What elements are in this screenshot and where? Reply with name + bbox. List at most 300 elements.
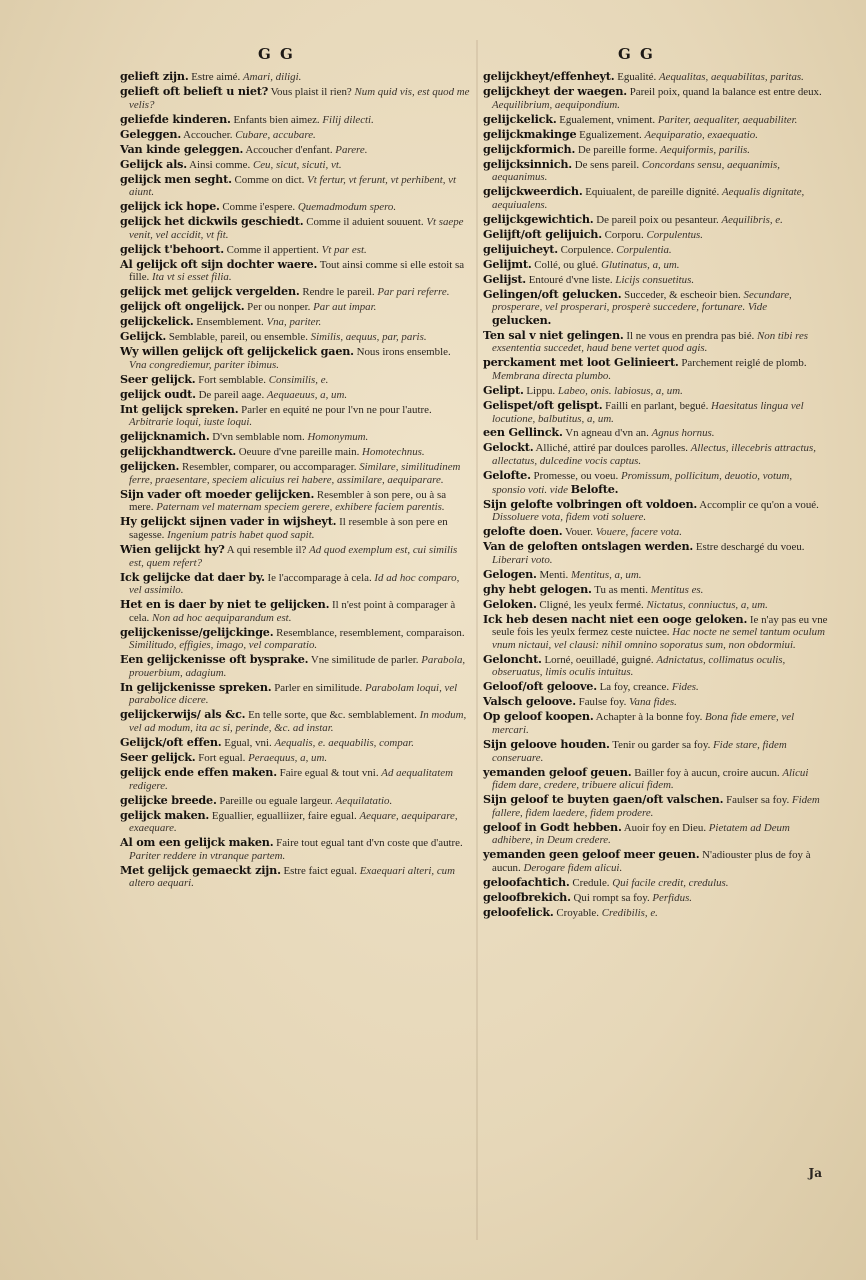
french-gloss: Vouer.	[565, 526, 593, 539]
french-gloss: Il resemble à son pere en sagesse.	[129, 516, 448, 541]
french-gloss: Oeuure d'vne pareille main.	[238, 446, 360, 459]
french-gloss: De sens pareil.	[574, 158, 640, 171]
dictionary-entry	[483, 891, 828, 905]
dictionary-entry	[120, 285, 470, 299]
french-gloss: Credule.	[572, 876, 610, 889]
dictionary-entry	[483, 288, 828, 328]
dictionary-entry	[483, 356, 828, 382]
dictionary-entry	[483, 848, 828, 874]
dictionary-entry	[483, 876, 828, 890]
latin-gloss: Homonymum.	[307, 431, 369, 444]
dictionary-entry	[120, 173, 470, 199]
latin-gloss: Bona fide emere, vel mercari.	[492, 711, 795, 737]
french-gloss: Parchement reiglé de plomb.	[681, 357, 807, 370]
french-gloss: Ensemblement.	[196, 316, 264, 329]
latin-gloss: Par aut impar.	[313, 301, 377, 314]
latin-gloss: Parabola, prouerbium, adagium.	[129, 654, 466, 679]
latin-gloss: Qui facile credit, credulus.	[612, 876, 729, 889]
dictionary-entry	[120, 143, 470, 157]
headword: gelijcke breede.	[120, 792, 217, 807]
headword: Wien gelijckt hy?	[120, 541, 225, 556]
french-gloss: Menti.	[539, 568, 569, 581]
headword: gelijck t'behoort.	[120, 241, 224, 256]
dictionary-entry	[120, 836, 470, 862]
french-gloss: Resemblance, resemblement, comparaison.	[276, 626, 465, 639]
cross-reference: gelucken.	[492, 312, 552, 327]
dictionary-entry	[120, 113, 470, 127]
headword: gelijck met gelijck vergelden.	[120, 284, 300, 299]
dictionary-entry	[120, 751, 470, 765]
headword: gelofte doen.	[483, 524, 563, 539]
french-gloss: Promesse, ou voeu.	[533, 470, 619, 483]
latin-gloss: Non tibi res exsententia succedet, haud bene vertet quod agis.	[492, 329, 809, 355]
headword: Gelispet/oft gelispt.	[483, 397, 603, 412]
headword: perckament met loot Gelinieert.	[483, 355, 679, 370]
headword: gelijcken.	[120, 459, 180, 474]
latin-gloss: Mentitus, a, um.	[570, 568, 642, 581]
french-gloss: Tout ainsi comme si elle estoit sa fille.	[129, 258, 465, 284]
dictionary-entry	[483, 613, 828, 652]
french-gloss: Egualement, vniment.	[559, 113, 656, 126]
latin-gloss: Pariter, aequaliter, aequabiliter.	[657, 113, 798, 126]
latin-gloss: Aequalis, e. aequabilis, compar.	[274, 737, 414, 750]
latin-gloss: Aequilibris, e.	[721, 213, 783, 226]
dictionary-entry	[120, 488, 470, 514]
latin-gloss: Aequare, aequiparare, exaequare.	[129, 809, 458, 835]
headword: Gelipt.	[483, 382, 524, 397]
french-gloss: Achapter à la bonne foy.	[595, 711, 703, 724]
latin-gloss: Hac nocte ne semel tantum oculum vnum nictaui, vel clausi: nihil omnino soporatus sum, non obdormiui.	[492, 626, 825, 651]
french-gloss: Entouré d'vne liste.	[528, 273, 613, 286]
right-running-header: G G	[618, 45, 655, 63]
dictionary-entry	[120, 388, 470, 402]
dictionary-entry	[483, 469, 828, 496]
headword: gelieft oft belieft u niet?	[120, 83, 269, 98]
headword: Sijn vader oft moeder gelijcken.	[120, 486, 315, 501]
french-gloss: Egualizement.	[579, 128, 642, 141]
headword: gelijckformich.	[483, 141, 576, 156]
headword: geloofachtich.	[483, 874, 570, 889]
headword: Gelijck/oft effen.	[120, 735, 222, 750]
dictionary-entry	[483, 85, 828, 111]
latin-gloss: Concordans sensu, aequanimis, aequanimus.	[492, 158, 781, 184]
latin-gloss: Filij dilecti.	[322, 113, 374, 126]
latin-gloss: Labeo, onis. labiosus, a, um.	[557, 384, 683, 397]
dictionary-entry	[120, 158, 470, 172]
headword: Gelijmt.	[483, 256, 532, 271]
headword: Ick gelijcke dat daer by.	[120, 569, 265, 584]
latin-gloss: Vna, pariter.	[266, 316, 322, 329]
french-gloss: N'adiouster plus de foy à aucun.	[492, 849, 811, 874]
french-gloss: Per ou nonper.	[247, 301, 311, 314]
french-gloss: Pareil poix, quand la balance est entre deux.	[629, 85, 822, 98]
dictionary-entry	[120, 403, 470, 429]
latin-gloss: Secundare, prosperare, vel prosperari, prosperè succedere, fortunare. Vide	[492, 288, 792, 314]
french-gloss: Comme i'espere.	[222, 201, 296, 214]
headword: gelijckweerdich.	[483, 184, 583, 199]
headword: In gelijckenisse spreken.	[120, 679, 272, 694]
french-gloss: D'vn semblable nom.	[212, 431, 305, 444]
dictionary-entry	[120, 430, 470, 444]
latin-gloss: Membrana directa plumbo.	[492, 369, 612, 382]
latin-gloss: Ita vt si esset filia.	[152, 271, 232, 284]
french-gloss: Ie l'accomparage à cela.	[267, 571, 372, 584]
latin-gloss: Fide stare, fidem conseruare.	[492, 739, 787, 764]
headword: Gelingen/oft gelucken.	[483, 286, 622, 301]
headword: Sijn geloove houden.	[483, 737, 610, 752]
headword: gelijuicheyt.	[483, 241, 558, 256]
headword: Valsch geloove.	[483, 694, 576, 709]
french-gloss: Faire tout egual tant d'vn coste que d'autre.	[276, 837, 463, 850]
latin-gloss: Licijs consuetitus.	[615, 273, 695, 286]
headword: gelijck het dickwils geschiedt.	[120, 214, 304, 229]
french-gloss: Comme on dict.	[234, 173, 305, 186]
headword: Seer gelijck.	[120, 371, 196, 386]
dictionary-entry	[483, 525, 828, 539]
dictionary-entry	[483, 70, 828, 84]
latin-gloss: Cubare, accubare.	[235, 128, 316, 141]
dictionary-entry	[120, 515, 470, 541]
headword: gelijckheyt/effenheyt.	[483, 69, 615, 83]
french-gloss: Cligné, les yeulx fermé.	[539, 598, 644, 611]
dictionary-entry	[120, 128, 470, 142]
headword: geloof in Godt hebben.	[483, 819, 622, 834]
latin-gloss: Parere.	[335, 143, 368, 156]
headword: Sijn geloof te buyten gaen/oft valschen.	[483, 792, 724, 807]
dictionary-entry	[483, 158, 828, 184]
headword: gelijckelick.	[120, 314, 194, 329]
dictionary-entry	[483, 766, 828, 792]
latin-gloss: Ingenium patris habet quod sapit.	[167, 528, 315, 541]
dictionary-entry	[120, 736, 470, 750]
french-gloss: Alliché, attiré par doulces parolles.	[535, 442, 688, 455]
latin-gloss: Haesitatus lingua vel locutione, balbutitus, a, um.	[492, 399, 804, 425]
french-gloss: De pareil aage.	[198, 388, 265, 401]
latin-gloss: In modum, vel ad modum, ita ac si, perinde, &c. ad instar.	[129, 709, 467, 735]
dictionary-entry	[120, 445, 470, 459]
right-column	[483, 70, 828, 921]
headword: Het en is daer by niet te gelijcken.	[120, 597, 330, 612]
dictionary-entry	[120, 315, 470, 329]
french-gloss: Collé, ou glué.	[534, 258, 599, 271]
french-gloss: Estre faict egual.	[283, 864, 357, 877]
headword: yemanden geloof geuen.	[483, 764, 632, 779]
french-gloss: Resembler, comparer, ou accomparager.	[181, 461, 357, 474]
latin-gloss: Similis, aequus, par, paris.	[310, 331, 427, 344]
french-gloss: Corporu.	[604, 228, 644, 241]
latin-gloss: Consimilis, e.	[268, 373, 329, 386]
dictionary-entry	[120, 653, 470, 679]
french-gloss: Parler en equité ne pour l'vn ne pour l'autre.	[241, 403, 432, 416]
dictionary-entry	[483, 243, 828, 257]
headword: gelijckenisse/gelijckinge.	[120, 624, 274, 639]
dictionary-entry	[483, 680, 828, 694]
latin-gloss: Peraequus, a, um.	[248, 752, 328, 764]
french-gloss: Vne similitude de parler.	[310, 654, 419, 667]
latin-gloss: Pariter reddere in vtranque partem.	[129, 849, 286, 862]
french-gloss: Equiualent, de pareille dignité.	[585, 186, 720, 199]
dictionary-entry	[120, 243, 470, 257]
french-gloss: Faire egual & tout vni.	[279, 766, 379, 779]
headword: Gelijft/oft gelijuich.	[483, 226, 602, 241]
latin-gloss: Aequalis dignitate, aequiualens.	[492, 186, 805, 211]
dictionary-entry	[483, 710, 828, 736]
latin-gloss: Agnus hornus.	[651, 427, 715, 440]
latin-gloss: Aequiformis, parilis.	[660, 143, 751, 156]
french-gloss: Comme il aduient souuent.	[306, 216, 424, 229]
french-gloss: Estre deschargé du voeu.	[695, 541, 805, 554]
cross-reference: Belofte.	[570, 481, 619, 496]
headword: gelijck men seght.	[120, 171, 232, 186]
latin-gloss: Arbitrarie loqui, iuste loqui.	[129, 416, 253, 429]
dictionary-entry	[120, 809, 470, 835]
latin-gloss: Aequilibrium, aequipondium.	[492, 98, 620, 111]
catchword: Ja	[808, 1166, 822, 1180]
latin-gloss: Credibilis, e.	[601, 906, 658, 919]
french-gloss: Egual, vni.	[224, 737, 272, 750]
headword: Gelofte.	[483, 468, 531, 483]
french-gloss: Nous irons ensemble.	[356, 346, 451, 359]
dictionary-entry	[483, 399, 828, 425]
french-gloss: Accoucher d'enfant.	[245, 143, 333, 156]
headword: gelijcksinnich.	[483, 156, 572, 171]
dictionary-entry	[483, 113, 828, 127]
dictionary-entry	[120, 794, 470, 808]
headword: gelijck oft ongelijck.	[120, 299, 245, 314]
headword: gelijckmakinge	[483, 126, 577, 141]
latin-gloss: Id ad hoc comparo, vel assimilo.	[129, 571, 460, 597]
headword: Geloof/oft geloove.	[483, 679, 597, 694]
headword: Een gelijckenisse oft bysprake.	[120, 652, 309, 667]
french-gloss: Qui rompt sa foy.	[573, 891, 650, 904]
headword: gelijck maken.	[120, 807, 210, 822]
latin-gloss: Liberari voto.	[492, 553, 553, 566]
headword: Int gelijck spreken.	[120, 401, 239, 416]
french-gloss: Accoucher.	[183, 128, 233, 141]
french-gloss: Ie n'ay pas eu vne seule fois les yeulx fermez ceste nuictee.	[492, 613, 828, 639]
french-gloss: Corpulence.	[560, 243, 614, 256]
dictionary-entry	[483, 498, 828, 524]
headword: Van de geloften ontslagen werden.	[483, 539, 694, 554]
headword: Sijn gelofte volbringen oft voldoen.	[483, 496, 698, 511]
dictionary-entry	[483, 583, 828, 597]
french-gloss: Succeder, & escheoir bien.	[624, 288, 741, 301]
dictionary-entry	[120, 708, 470, 734]
dictionary-entry	[120, 300, 470, 314]
headword: gelijckhandtwerck.	[120, 444, 237, 459]
running-headers	[0, 45, 866, 69]
latin-gloss: Aequiparatio, exaequatio.	[644, 128, 758, 141]
headword: Gelogen.	[483, 566, 537, 581]
latin-gloss: Corpulentus.	[646, 228, 704, 241]
headword: gelijckgewichtich.	[483, 211, 594, 226]
headword: Van kinde geleggen.	[120, 141, 244, 156]
latin-gloss: Aequilatatio.	[335, 794, 393, 807]
latin-gloss: Allectus, illecebris attractus, allectatus, dulcedine vocis captus.	[492, 442, 816, 468]
dictionary-entry	[120, 70, 470, 84]
latin-gloss: Vouere, facere vota.	[595, 526, 682, 539]
headword: Al om een gelijck maken.	[120, 835, 274, 850]
dictionary-entry	[483, 598, 828, 612]
latin-gloss: Corpulentia.	[616, 243, 672, 256]
latin-gloss: Similare, similitudinem ferre, praesentare, speciem alicuius rei habere, assimilare, aequiparare.	[129, 461, 461, 486]
headword: Gelijck.	[120, 329, 167, 344]
headword: geloofelick.	[483, 904, 554, 919]
latin-gloss: Mentitus es.	[650, 583, 704, 596]
french-gloss: Egualité.	[617, 71, 657, 83]
french-gloss: Il ne vous en prendra pas bié.	[626, 329, 755, 342]
dictionary-entry	[483, 441, 828, 467]
dictionary-entry	[483, 821, 828, 847]
latin-gloss: Dissoluere vota, fidem voti soluere.	[492, 511, 647, 524]
french-gloss: Eguallier, egualliizer, faire egual.	[211, 809, 357, 822]
latin-gloss: Vna congrediemur, pariter ibimus.	[129, 358, 279, 371]
headword: Geleggen.	[120, 126, 182, 141]
dictionary-entry	[483, 143, 828, 157]
dictionary-entry	[483, 258, 828, 272]
latin-gloss: Parabolam loqui, vel parabolice dicere.	[129, 681, 458, 707]
french-gloss: De pareil poix ou pesanteur.	[596, 213, 719, 226]
french-gloss: Fort egual.	[198, 752, 246, 764]
latin-gloss: Pietatem ad Deum adhibere, in Deum credere.	[492, 821, 790, 847]
latin-gloss: Nictatus, conniuctus, a, um.	[646, 598, 768, 611]
french-gloss: Accomplir ce qu'on a voué.	[699, 498, 819, 511]
french-gloss: Bailler foy à aucun, croire aucun.	[634, 766, 780, 779]
dictionary-entry	[120, 571, 470, 597]
french-gloss: Tenir ou garder sa foy.	[612, 739, 711, 752]
latin-gloss: Num quid vis, est quod me velis?	[129, 85, 470, 111]
latin-gloss: Fides.	[671, 681, 699, 694]
headword: Wy willen gelijck oft gelijckelick gaen.	[120, 344, 354, 359]
dictionary-entry	[483, 695, 828, 709]
dictionary-entry	[483, 384, 828, 398]
french-gloss: Faulse foy.	[578, 696, 627, 709]
headword: gelijckelick.	[483, 111, 557, 126]
left-running-header: G G	[258, 45, 295, 63]
dictionary-entry	[120, 626, 470, 652]
latin-gloss: Vt par est.	[321, 243, 367, 256]
headword: Gelijck als.	[120, 156, 187, 171]
french-gloss: Ainsi comme.	[189, 158, 251, 171]
dictionary-entry	[483, 793, 828, 819]
latin-gloss: Ceu, sicut, sicuti, vt.	[252, 158, 342, 171]
dictionary-entry	[483, 568, 828, 582]
french-gloss: Rendre le pareil.	[302, 286, 375, 299]
french-gloss: Enfants bien aimez.	[233, 113, 320, 126]
headword: Hy gelijckt sijnen vader in wijsheyt.	[120, 514, 337, 529]
latin-gloss: Ad aequalitatem redigere.	[129, 766, 453, 792]
dictionary-entry	[483, 653, 828, 679]
dictionary-entry	[120, 345, 470, 371]
headword: gelijck ick hope.	[120, 199, 220, 214]
headword: Ten sal v niet gelingen.	[483, 327, 624, 342]
headword: Op geloof koopen.	[483, 709, 594, 724]
headword: Geloncht.	[483, 651, 542, 666]
dictionary-entry	[483, 329, 828, 355]
latin-gloss: Similitudo, effigies, imago, vel comparatio.	[129, 639, 318, 652]
latin-gloss: Paternam vel maternam speciem gerere, exhibere faciem parentis.	[156, 501, 445, 514]
french-gloss: Fort semblable.	[198, 373, 266, 386]
headword: yemanden geen geloof meer geuen.	[483, 847, 700, 862]
headword: Gelijst.	[483, 271, 526, 286]
french-gloss: Parler en similitude.	[274, 681, 363, 694]
latin-gloss: Perfidus.	[652, 891, 693, 904]
dictionary-entry	[483, 185, 828, 211]
left-column	[120, 70, 470, 891]
dictionary-entry	[120, 681, 470, 707]
latin-gloss: Vana fides.	[629, 696, 677, 709]
dictionary-entry	[120, 460, 470, 486]
french-gloss: En telle sorte, que &c. semblablement.	[248, 709, 417, 722]
latin-gloss: Non ad hoc aequiparandum est.	[151, 611, 292, 624]
french-gloss: De pareille forme.	[577, 143, 658, 156]
headword: gelieft zijn.	[120, 69, 189, 83]
dictionary-entry	[120, 766, 470, 792]
dictionary-entry	[483, 213, 828, 227]
french-gloss: Comme il appertient.	[226, 243, 319, 256]
headword: gelijckheyt der waegen.	[483, 83, 627, 98]
dictionary-entry	[120, 373, 470, 387]
latin-gloss: Aequaeuus, a, um.	[266, 388, 348, 401]
latin-gloss: Vt saepe venit, vel accidit, vt fit.	[129, 216, 464, 241]
headword: gelijck oudt.	[120, 386, 196, 401]
dictionary-entry	[483, 273, 828, 287]
dictionary-entry	[483, 906, 828, 920]
latin-gloss: Quemadmodum spero.	[297, 201, 397, 214]
latin-gloss: Promissum, pollicitum, deuotio, votum, sponsio voti. vide	[492, 470, 793, 496]
french-gloss: Croyable.	[556, 906, 599, 919]
latin-gloss: Vt fertur, vt ferunt, vt perhibent, vt aiunt.	[129, 173, 457, 199]
latin-gloss: Alicui fidem dare, credere, tribuere alicui fidem.	[492, 766, 809, 792]
latin-gloss: Aequalitas, aequabilitas, paritas.	[658, 71, 804, 83]
dictionary-entry	[120, 215, 470, 241]
headword: Gelockt.	[483, 440, 534, 455]
headword: Geloken.	[483, 596, 537, 611]
french-gloss: Semblable, pareil, ou ensemble.	[168, 331, 308, 344]
dictionary-entry	[120, 85, 470, 111]
headword: gelijcknamich.	[120, 429, 210, 444]
french-gloss: Lippu.	[526, 384, 556, 397]
french-gloss: La foy, creance.	[599, 681, 670, 694]
latin-gloss: Amari, diligi.	[242, 71, 302, 83]
french-gloss: Faulser sa foy.	[726, 794, 790, 807]
latin-gloss: Adnictatus, collimatus oculis, obseruatus, limis oculis intuitus.	[492, 653, 786, 679]
dictionary-entry	[120, 864, 470, 890]
latin-gloss: Derogare fidem alicui.	[523, 861, 623, 874]
french-gloss: Tu as menti.	[594, 583, 649, 596]
latin-gloss: Homotechnus.	[362, 446, 425, 459]
dictionary-entry	[483, 738, 828, 764]
dictionary-entry	[120, 598, 470, 624]
french-gloss: Lorné, oeuilladé, guigné.	[544, 653, 654, 666]
headword: geloofbrekich.	[483, 889, 571, 904]
dictionary-entry	[120, 543, 470, 569]
french-gloss: Auoir foy en Dieu.	[623, 821, 707, 834]
latin-gloss: Ad quod exemplum est, cui similis est, quem refert?	[129, 543, 458, 569]
headword: gelijckerwijs/ als &c.	[120, 707, 246, 722]
column-gutter	[476, 40, 478, 1240]
french-gloss: Il n'est point à comparager à cela.	[129, 599, 456, 624]
french-gloss: Resembler à son pere, ou à sa mere.	[129, 488, 447, 514]
latin-gloss: Glutinatus, a, um.	[601, 258, 680, 271]
french-gloss: A qui resemble il?	[226, 543, 307, 556]
dictionary-entry	[483, 128, 828, 142]
headword: Seer gelijck.	[120, 750, 196, 764]
latin-gloss: Exaequari alteri, cum altero aequari.	[129, 864, 455, 890]
french-gloss: Vn agneau d'vn an.	[565, 427, 649, 440]
french-gloss: Failli en parlant, begué.	[605, 399, 709, 412]
dictionary-entry	[483, 228, 828, 242]
